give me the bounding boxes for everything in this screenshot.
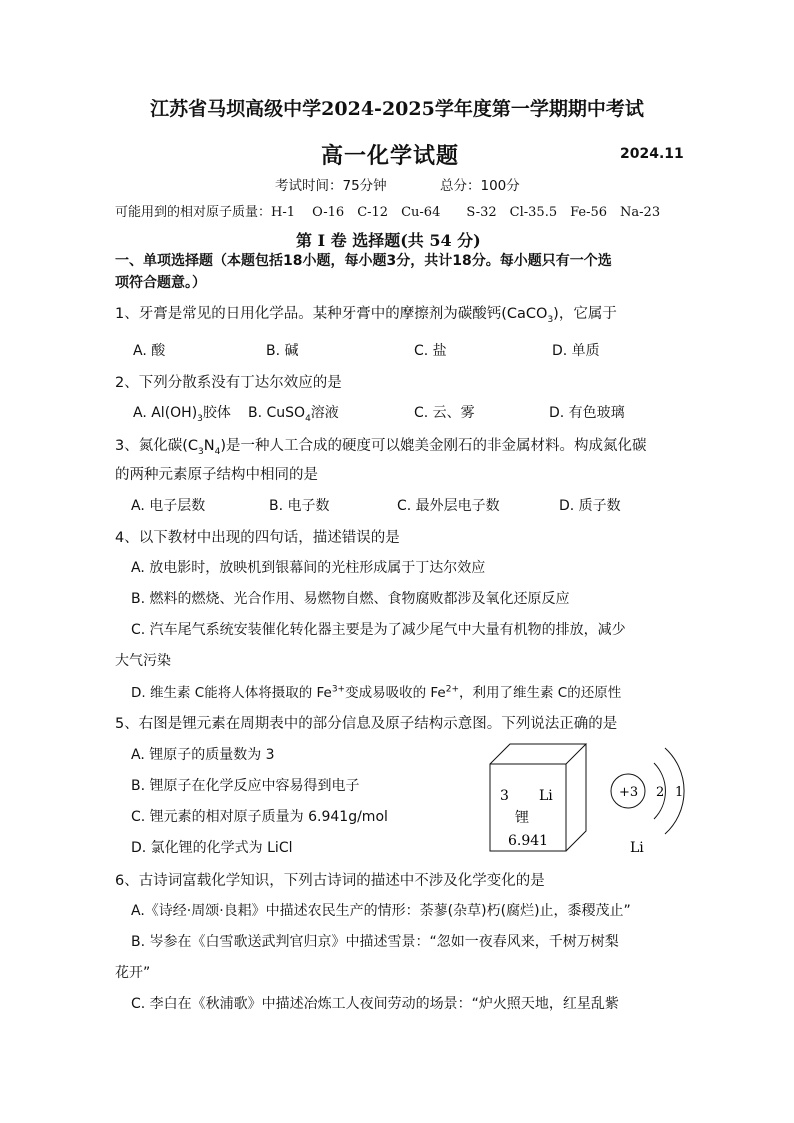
question-5-option-a: A. 锂原子的质量数为 3 [131,747,275,763]
question-6-option-c: C. 李白在《秋浦歌》中描述冶炼工人夜间劳动的场景：“炉火照天地，红星乱紫 [131,996,619,1012]
question-3-option-c: C. 最外层电子数 [397,498,500,514]
question-4-option-c-line2: 大气污染 [115,653,171,669]
question-4-option-b: B. 燃料的燃烧、光合作用、易燃物自燃、食物腐败都涉及氧化还原反应 [131,591,570,607]
question-6-option-b: B. 岑参在《白雪歌送武判官归京》中描述雪景：“忽如一夜春风来，千树万树梨 [131,934,619,950]
exam-subtitle: 高一化学试题 [321,144,460,169]
question-5-option-d: D. 氯化锂的化学式为 LiCl [131,840,293,856]
atomic-mass: 6.941 [508,833,549,849]
question-2-option-a: A. $Al(OH)_3$胶体 [133,405,231,424]
question-6-option-a: A.《诗经·周颂·良耜》中描述农民生产的情形：荼蓼(杂草)朽(腐烂)止，黍稷茂止” [131,903,631,919]
lithium-figure [488,742,698,857]
question-1-option-c: C. 盐 [414,343,447,359]
nucleus-charge: +3 [619,785,639,800]
question-4-stem: 4、以下教材中出现的四句话，描述错误的是 [115,530,400,546]
atomic-number: 3 [500,788,509,804]
question-2-option-b: B. CuSO$_4$溶液 [248,405,339,424]
shell-2-electrons: 1 [675,785,684,800]
section-instructions-line1: 一、单项选择题（本题包括18小题，每小题3分，共计18分。每小题只有一个选 [115,253,612,269]
question-3-option-b: B. 电子数 [269,498,330,514]
question-6-option-b-line2: 花开” [115,965,151,981]
question-1-option-d: D. 单质 [552,343,600,359]
question-4-option-d: D. 维生素 C能将人体将摄取的 $Fe^{3+}$变成易吸收的 $Fe^{2+}$，利用了维生素 C的还原性 [131,684,622,701]
atomic-masses: 可能用到的相对原子质量：H-1 O-16 C-12 Cu-64 S-32 Cl-35.5 Fe-56 Na-23 [115,205,661,220]
question-3-stem: 3、氮化碳$(C_3N_4)$是一种人工合成的硬度可以媲美金刚石的非金属材料。构成氮化碳 [115,438,647,457]
question-2-stem: 2、下列分散系没有丁达尔效应的是 [115,375,342,391]
exam-date: 2024.11 [620,146,684,162]
question-3-option-d: D. 质子数 [559,498,621,514]
question-2-option-d: D. 有色玻璃 [549,405,625,421]
section-heading: 第 Ⅰ 卷 选择题(共 54 分) [296,231,481,250]
element-symbol: Li [539,788,553,804]
question-1-stem: 1、牙膏是常见的日用化学品。某种牙膏中的摩擦剂为碳酸钙(CaCO$_3$)，它属于 [115,306,617,325]
question-1-option-b: B. 碱 [266,343,299,359]
element-name: 锂 [515,810,529,826]
question-2-option-c: C. 云、雾 [414,405,475,421]
section-instructions-line2: 项符合题意。） [115,275,206,291]
question-1-option-a: A. 酸 [133,343,166,359]
question-4-option-a: A. 放电影时，放映机到银幕间的光柱形成属于丁达尔效应 [131,560,486,576]
question-3-stem-line2: 的两种元素原子结构中相同的是 [115,467,318,483]
exam-time: 考试时间：75分钟 [275,178,387,194]
question-6-stem: 6、古诗词富载化学知识，下列古诗词的描述中不涉及化学变化的是 [115,873,545,889]
question-5-stem: 5、右图是锂元素在周期表中的部分信息及原子结构示意图。下列说法正确的是 [115,716,618,732]
total-score: 总分：100分 [440,178,520,194]
question-5-option-b: B. 锂原子在化学反应中容易得到电子 [131,778,360,794]
shell-1-electrons: 2 [656,785,665,800]
question-5-option-c: C. 锂元素的相对原子质量为 6.941g/mol [131,809,388,825]
figure-caption: Li [630,840,644,856]
question-4-option-c: C. 汽车尾气系统安装催化转化器主要是为了减少尾气中大量有机物的排放，减少 [131,622,626,638]
question-3-option-a: A. 电子层数 [131,498,206,514]
exam-title: 江苏省马坝高级中学2024-2025学年度第一学期期中考试 [150,98,644,120]
